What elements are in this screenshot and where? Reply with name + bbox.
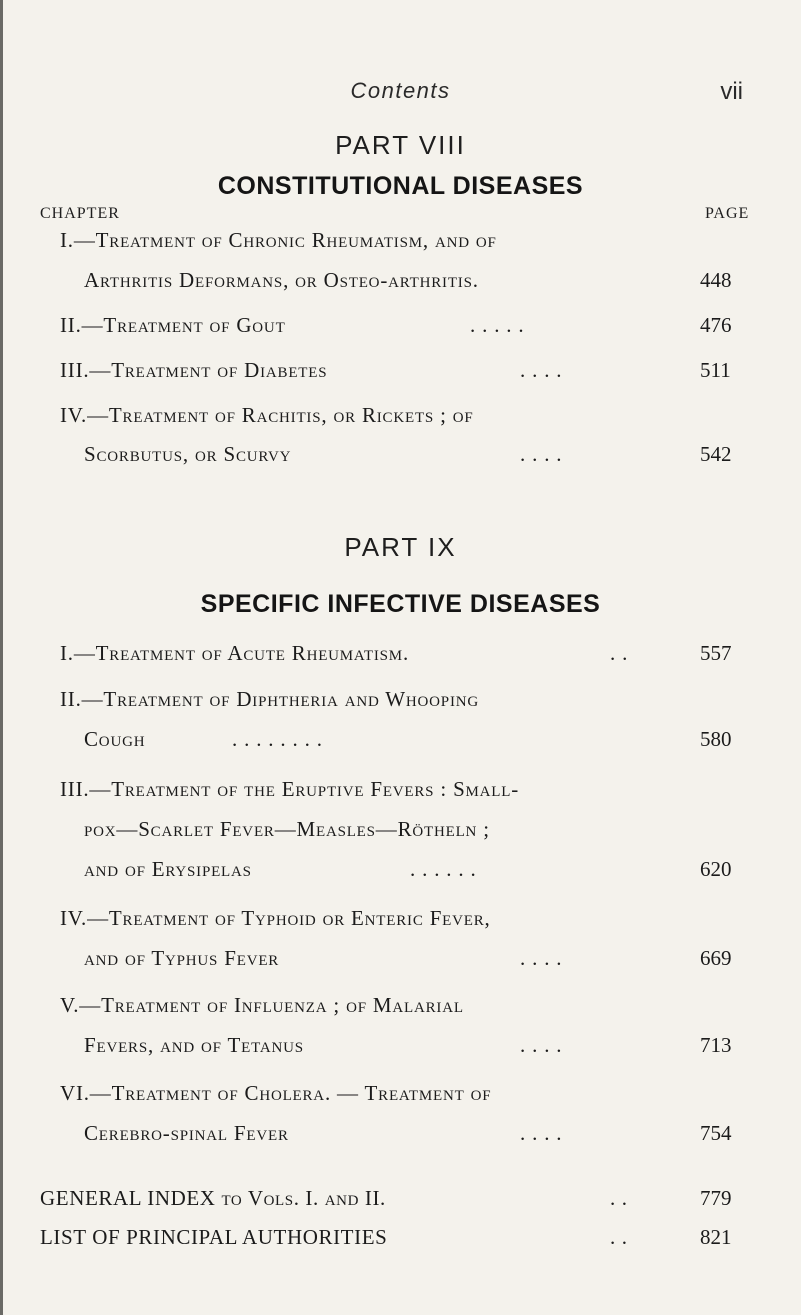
entry-page: 557 <box>700 641 732 665</box>
toc-entry-part8-3[interactable] <box>0 358 801 390</box>
part-8-title: CONSTITUTIONAL DISEASES <box>217 172 584 200</box>
toc-entry-part9-4-cont[interactable] <box>0 946 801 978</box>
toc-entry-general-index[interactable] <box>0 1186 801 1218</box>
page-column-label: PAGE <box>705 205 750 222</box>
page-number: vii <box>720 78 743 105</box>
toc-entry-part9-2[interactable] <box>0 687 801 719</box>
toc-entry-part9-3-cont[interactable] <box>0 817 801 849</box>
running-head <box>0 78 801 108</box>
entry-text: I.—Treatment of Chronic Rheumatism, and of <box>60 228 497 252</box>
toc-entry-part8-1-cont[interactable] <box>0 268 801 300</box>
entry-text: pox—Scarlet Fever—Measles—Rötheln ; <box>84 817 490 841</box>
dot-leader: . . . . <box>520 1121 563 1145</box>
dot-leader: . . . . . . . . <box>232 727 323 751</box>
running-head-title: Contents <box>350 78 451 103</box>
toc-entry-part9-5-cont[interactable] <box>0 1033 801 1065</box>
entry-text: V.—Treatment of Influenza ; of Malarial <box>60 993 464 1017</box>
dot-leader: . . <box>610 1186 628 1210</box>
entry-text: Scorbutus, or Scurvy <box>84 442 292 466</box>
entry-text: Fevers, and of Tetanus <box>84 1033 304 1057</box>
entry-text: Arthritis Deformans, or Osteo-arthritis. <box>84 268 479 292</box>
toc-entry-principal-authorities[interactable] <box>0 1225 801 1257</box>
part-9-heading: PART IX <box>344 532 457 562</box>
entry-text: GENERAL INDEX <box>40 1186 216 1210</box>
entry-page: 779 <box>700 1186 732 1210</box>
entry-text: III.—Treatment of Diabetes <box>60 358 328 382</box>
entry-page: 580 <box>700 727 732 751</box>
entry-text: II.—Treatment of Diphtheria and Whooping <box>60 687 479 711</box>
entry-page: 542 <box>700 442 732 466</box>
entry-text: Cerebro-spinal Fever <box>84 1121 289 1145</box>
toc-entry-part9-6[interactable] <box>0 1081 801 1113</box>
entry-text: and of Erysipelas <box>84 857 252 881</box>
entry-text: III.—Treatment of the Eruptive Fevers : Small- <box>60 777 520 801</box>
toc-entry-part9-3-cont2[interactable] <box>0 857 801 889</box>
entry-text: IV.—Treatment of Typhoid or Enteric Fever, <box>60 906 491 930</box>
entry-page: 821 <box>700 1225 732 1249</box>
part-9-title: SPECIFIC INFECTIVE DISEASES <box>200 590 601 618</box>
dot-leader: . . . . . . <box>410 857 477 881</box>
dot-leader: . . <box>610 641 629 665</box>
dot-leader: . . . . . <box>470 313 525 337</box>
entry-page: 713 <box>700 1033 732 1057</box>
entry-text: Cough <box>84 727 146 751</box>
entry-text: and of Typhus Fever <box>84 946 280 970</box>
entry-page: 669 <box>700 946 732 970</box>
toc-entry-part9-6-cont[interactable] <box>0 1121 801 1153</box>
chapter-column-label: CHAPTER <box>40 205 120 222</box>
entry-text: II.—Treatment of Gout <box>60 313 286 337</box>
toc-entry-part8-2[interactable] <box>0 313 801 345</box>
toc-entry-part9-3[interactable] <box>0 777 801 809</box>
toc-entry-part9-5[interactable] <box>0 993 801 1025</box>
entry-text-wrap <box>40 1186 386 1211</box>
entry-text: IV.—Treatment of Rachitis, or Rickets ; of <box>60 403 474 427</box>
toc-entry-part8-4[interactable] <box>0 403 801 435</box>
toc-entry-part9-1[interactable] <box>0 641 801 673</box>
toc-entry-part9-2-cont[interactable] <box>0 727 801 759</box>
part-8-heading: PART VIII <box>335 130 466 160</box>
dot-leader: . . . . <box>520 1033 563 1057</box>
toc-entry-part8-1[interactable] <box>0 228 801 260</box>
entry-page: 476 <box>700 313 732 337</box>
entry-text: LIST OF PRINCIPAL AUTHORITIES <box>40 1225 388 1249</box>
entry-text-smallcaps: to Vols. I. and II. <box>221 1186 386 1210</box>
toc-entry-part8-4-cont[interactable] <box>0 442 801 474</box>
entry-text: I.—Treatment of Acute Rheumatism. <box>60 641 409 665</box>
entry-page: 448 <box>700 268 732 292</box>
dot-leader: . . . . <box>520 946 563 970</box>
entry-text: VI.—Treatment of Cholera. — Treatment of <box>60 1081 492 1105</box>
entry-page: 754 <box>700 1121 732 1145</box>
dot-leader: . . . . <box>520 442 563 466</box>
dot-leader: . . . . <box>520 358 563 382</box>
entry-page: 620 <box>700 857 732 881</box>
entry-page: 511 <box>700 358 731 382</box>
dot-leader: . . <box>610 1225 628 1249</box>
toc-entry-part9-4[interactable] <box>0 906 801 938</box>
